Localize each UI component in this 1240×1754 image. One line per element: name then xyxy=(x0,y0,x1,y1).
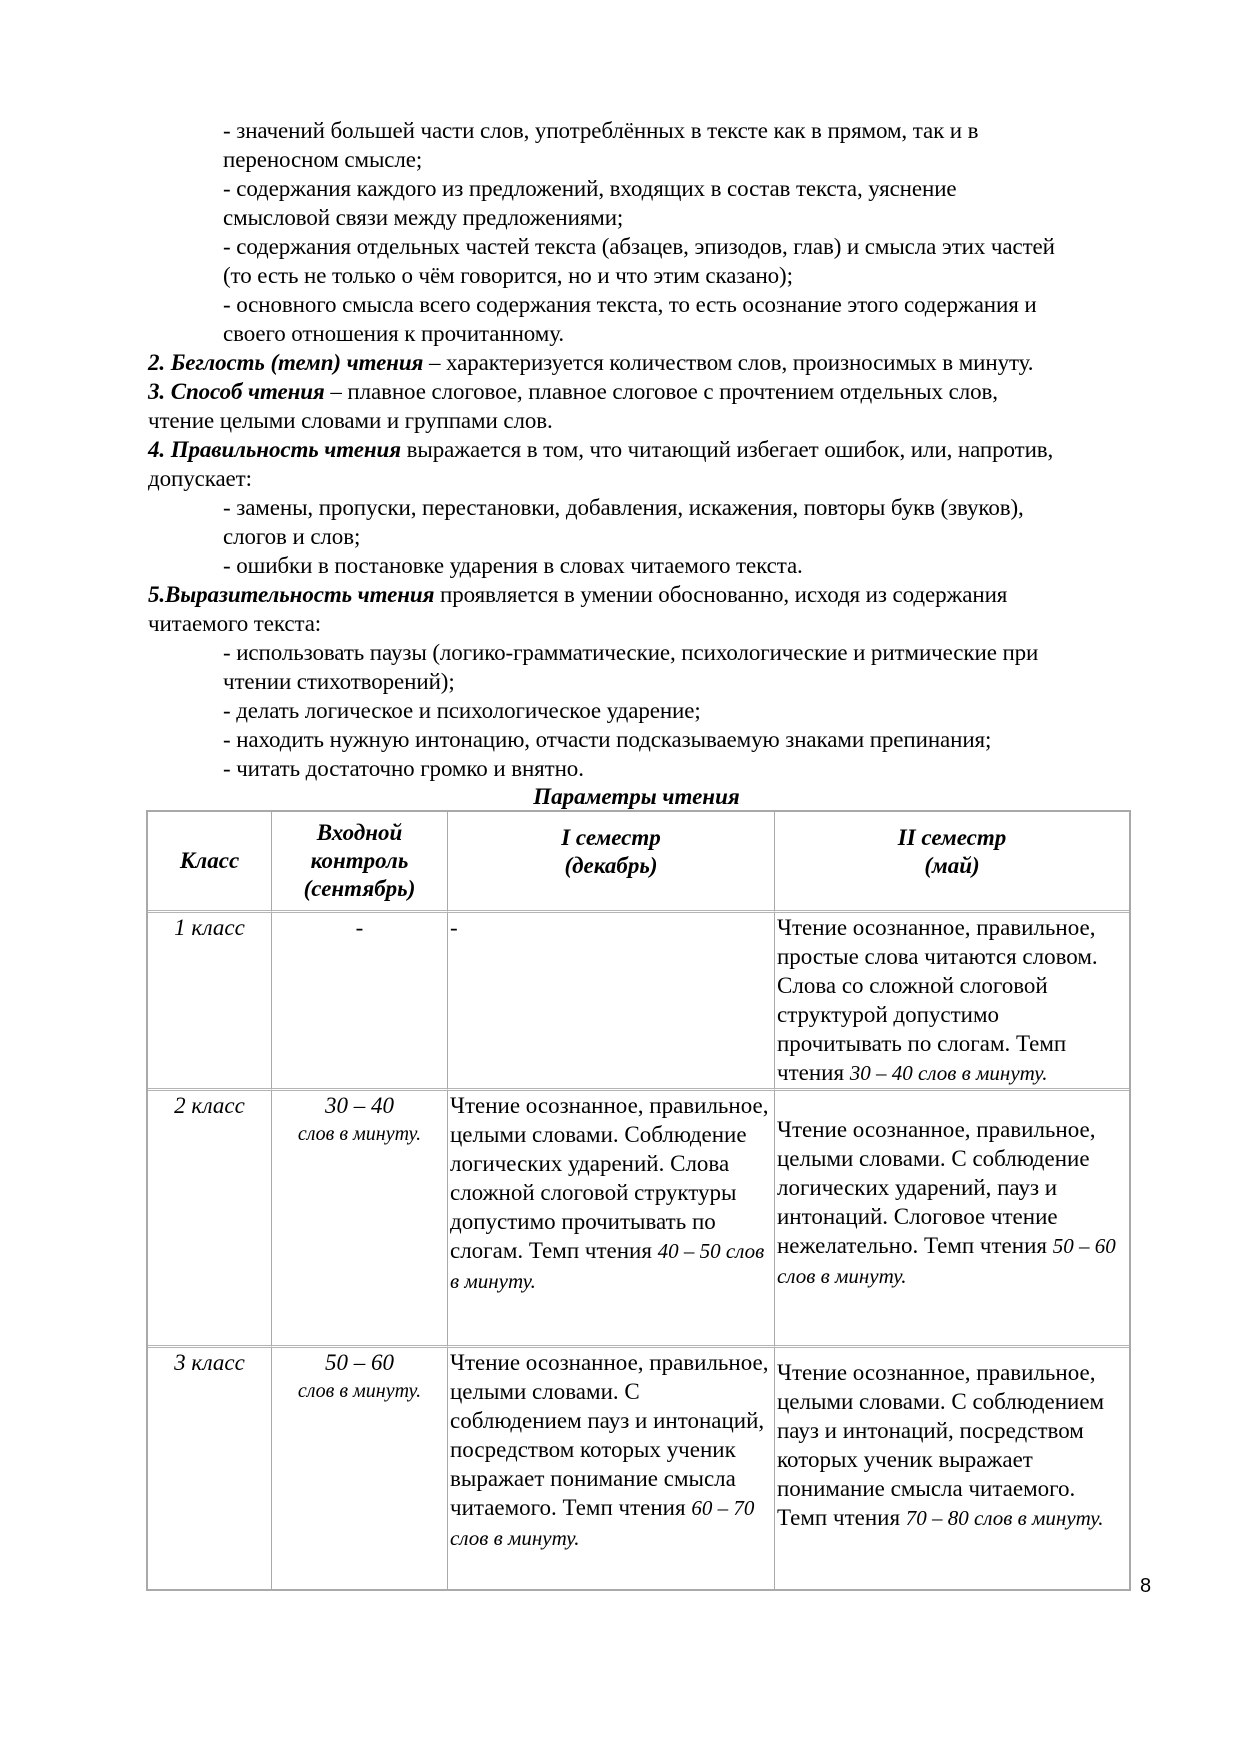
section-heading: 4. Правильность чтения xyxy=(148,437,401,462)
header-sem2-line1: II семестр xyxy=(897,825,1007,850)
text-span: проявляется в умении обоснованно, исходя из содержания xyxy=(434,582,1008,607)
text-span: - значений большей части слов, употреблённых в тексте как в прямом, так и в xyxy=(223,118,979,143)
header-class-label: Класс xyxy=(179,848,240,873)
text-span: допускает: xyxy=(148,466,252,491)
header-entry-line1: Входной xyxy=(316,820,403,845)
text-span: - содержания каждого из предложений, входящих в состав текста, уяснение xyxy=(223,176,957,201)
bullet-line xyxy=(148,493,1138,522)
entry-unit: слов в минуту. xyxy=(297,1123,422,1145)
bullet-line xyxy=(148,551,1138,580)
text-span: - читать достаточно громко и внятно. xyxy=(223,756,584,781)
cell-semester-2 xyxy=(775,913,1129,1091)
text-span: чтении стихотворений); xyxy=(223,669,455,694)
text-span: – плавное слоговое, плавное слоговое с прочтением отдельных слов, xyxy=(324,379,998,404)
text-span: (то есть не только о чём говорится, но и что этим сказано); xyxy=(223,263,793,288)
sem2-rate: 70 – 80 слов в минуту. xyxy=(905,1506,1104,1530)
cell-semester-1 xyxy=(448,1091,775,1348)
bullet-line xyxy=(148,203,1138,232)
sem2-text: Чтение осознанное, правильное, целыми словами. С соблюдением пауз и интонаций, посредством которых ученик выражает понимание смысла читаемого. Темп чтения xyxy=(777,1360,1105,1530)
sem2-rate: 30 – 40 слов в минуту. xyxy=(849,1061,1048,1085)
cell-entry-control xyxy=(272,913,448,1091)
text-span: слогов и слов; xyxy=(223,524,361,549)
bullet-line xyxy=(148,290,1138,319)
table-title: Параметры чтения xyxy=(533,784,740,809)
sem2-text: Чтение осознанное, правильное, целыми словами. С соблюдение логических ударений, пауз и интонаций. Слоговое чтение нежелательно. Темп чтения xyxy=(777,1117,1096,1258)
entry-unit: слов в минуту. xyxy=(297,1380,422,1402)
cell-semester-1 xyxy=(448,1348,775,1589)
paragraph-line xyxy=(148,580,1138,609)
sem2-rate: 50 – 60 слов в минуту. xyxy=(777,1234,1116,1288)
text-span: - ошибки в постановке ударения в словах читаемого текста. xyxy=(223,553,803,578)
cell-semester-2 xyxy=(775,1091,1129,1348)
bullet-line xyxy=(148,174,1138,203)
paragraph-line xyxy=(148,348,1138,377)
paragraph-line xyxy=(148,377,1138,406)
header-sem1-line1: I семестр xyxy=(561,825,661,850)
bullet-line xyxy=(148,319,1138,348)
text-span: - использовать паузы (логико-грамматические, психологические и ритмические при xyxy=(223,640,1039,665)
header-entry-control xyxy=(272,812,448,913)
sem2-text: Чтение осознанное, правильное, простые слова читаются словом. Слова со сложной слоговой структурой допустимо прочитывать по слогам. Темп чтения xyxy=(777,915,1098,1085)
cell-class: 1 класс xyxy=(148,913,272,1091)
text-span: - замены, пропуски, перестановки, добавления, искажения, повторы букв (звуков), xyxy=(223,495,1024,520)
text-span: – характеризуется количеством слов, произносимых в минуту. xyxy=(423,350,1034,375)
bullet-line xyxy=(148,116,1138,145)
table-header-row xyxy=(148,812,1129,913)
paragraph-line xyxy=(148,406,1138,435)
sem1-text: Чтение осознанное, правильное, целыми словами. Соблюдение логических ударений. Слова сложной слоговой структуры допустимо прочитывать по слогам. Темп чтения xyxy=(450,1093,769,1263)
header-sem2-line2: (май) xyxy=(924,853,980,878)
paragraph-line xyxy=(148,464,1138,493)
text-span: - основного смысла всего содержания текста, то есть осознание этого содержания и xyxy=(223,292,1037,317)
reading-parameters-table xyxy=(146,810,1131,1591)
sem1-text: Чтение осознанное, правильное, целыми словами. С соблюдением пауз и интонаций, посредством которых ученик выражает понимание смысла читаемого. Темп чтения xyxy=(450,1350,769,1520)
header-sem1-line2: (декабрь) xyxy=(564,853,658,878)
bullet-line xyxy=(148,522,1138,551)
section-heading: 2. Беглость (темп) чтения xyxy=(148,350,424,375)
text-span: чтение целыми словами и группами слов. xyxy=(148,408,553,433)
sem1-rate: 40 – 50 слов в минуту. xyxy=(450,1239,765,1293)
text-span: - содержания отдельных частей текста (абзацев, эпизодов, глав) и смысла этих частей xyxy=(223,234,1055,259)
paragraph-line xyxy=(148,435,1138,464)
body-text xyxy=(148,116,1138,783)
text-span: - делать логическое и психологическое ударение; xyxy=(223,698,701,723)
bullet-line xyxy=(148,261,1138,290)
header-semester-2 xyxy=(775,812,1129,913)
header-class xyxy=(148,812,272,913)
cell-entry-control xyxy=(272,1348,448,1589)
header-entry-line3: (сентябрь) xyxy=(303,876,416,901)
entry-rate: 30 – 40 xyxy=(325,1093,394,1118)
cell-class: 2 класс xyxy=(148,1091,272,1348)
cell-semester-2 xyxy=(775,1348,1129,1589)
table-row xyxy=(148,1091,1129,1348)
text-span: - находить нужную интонацию, отчасти подсказываемую знаками препинания; xyxy=(223,727,992,752)
bullet-line xyxy=(148,667,1138,696)
page-number: 8 xyxy=(1140,1575,1152,1597)
bullet-line xyxy=(148,145,1138,174)
cell-semester-1 xyxy=(448,913,775,1091)
bullet-line xyxy=(148,725,1138,754)
text-span: переносном смысле; xyxy=(223,147,423,172)
section-heading: 3. Способ чтения xyxy=(148,379,325,404)
header-entry-line2: контроль xyxy=(310,848,409,873)
bullet-line xyxy=(148,232,1138,261)
text-span: читаемого текста: xyxy=(148,611,322,636)
text-span: выражается в том, что читающий избегает ошибок, или, напротив, xyxy=(400,437,1054,462)
paragraph-line xyxy=(148,609,1138,638)
text-span: своего отношения к прочитанному. xyxy=(223,321,564,346)
sem1-rate: 60 – 70 слов в минуту. xyxy=(450,1496,755,1550)
cell-class: 3 класс xyxy=(148,1348,272,1589)
bullet-line xyxy=(148,754,1138,783)
bullet-line xyxy=(148,638,1138,667)
text-span: смысловой связи между предложениями; xyxy=(223,205,624,230)
table-row xyxy=(148,913,1129,1091)
header-semester-1 xyxy=(448,812,775,913)
sem1-text: - xyxy=(450,915,458,940)
bullet-line xyxy=(148,696,1138,725)
entry-rate: 50 – 60 xyxy=(325,1350,394,1375)
entry-rate: - xyxy=(355,915,364,940)
cell-entry-control xyxy=(272,1091,448,1348)
section-heading: 5.Выразительность чтения xyxy=(148,582,435,607)
table-row xyxy=(148,1348,1129,1589)
